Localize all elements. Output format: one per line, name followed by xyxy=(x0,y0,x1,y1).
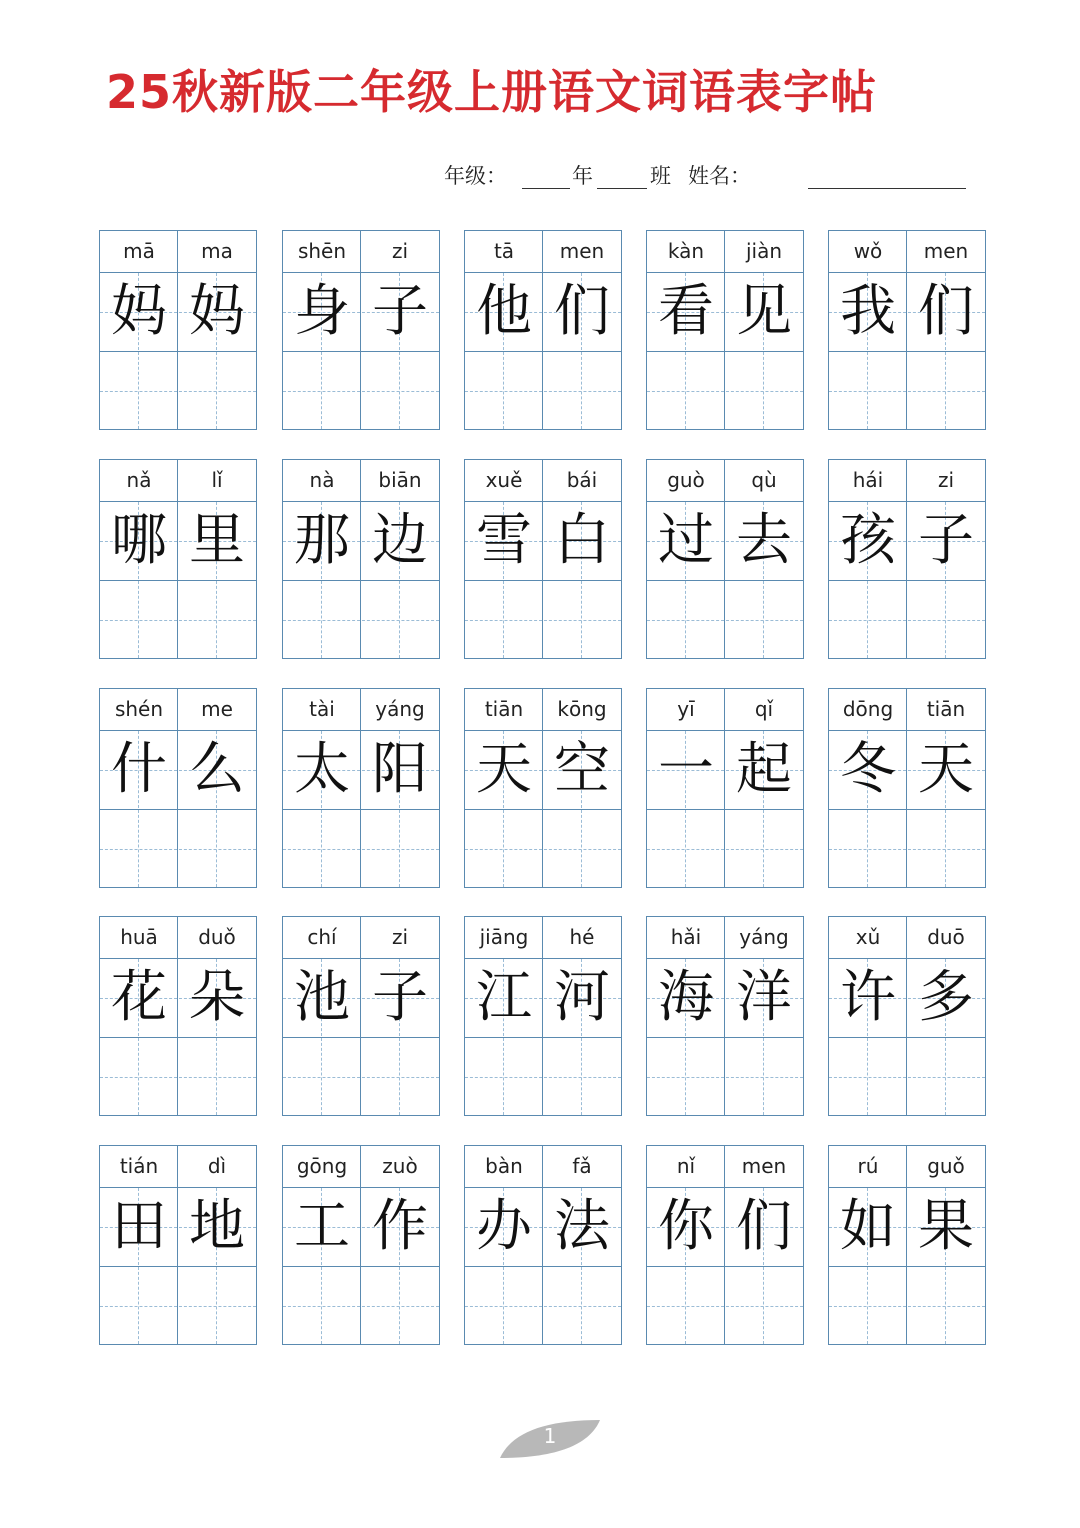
word-card xyxy=(828,459,986,659)
hanzi-character: 见 xyxy=(736,279,792,344)
pinyin-label: lǐ xyxy=(211,468,223,492)
practice-cell[interactable] xyxy=(283,1267,360,1344)
word-card xyxy=(646,230,804,430)
practice-cell[interactable] xyxy=(543,810,620,887)
practice-cell[interactable] xyxy=(361,1038,438,1115)
pinyin-label: duǒ xyxy=(198,925,236,949)
pinyin-label: jiāng xyxy=(479,925,529,949)
practice-cell[interactable] xyxy=(647,352,724,429)
word-card xyxy=(282,916,440,1116)
hanzi-character: 里 xyxy=(189,508,245,573)
practice-cell[interactable] xyxy=(465,810,542,887)
practice-cell[interactable] xyxy=(829,810,906,887)
practice-cell[interactable] xyxy=(178,1038,255,1115)
word-card xyxy=(282,688,440,888)
hanzi-character: 起 xyxy=(736,737,792,802)
word-card xyxy=(99,230,257,430)
hanzi-character: 边 xyxy=(372,508,428,573)
hanzi-character: 多 xyxy=(918,965,974,1030)
practice-cell[interactable] xyxy=(725,581,802,658)
practice-cell[interactable] xyxy=(465,1038,542,1115)
practice-cell[interactable] xyxy=(725,810,802,887)
practice-cell[interactable] xyxy=(829,1038,906,1115)
pinyin-label: duō xyxy=(927,925,965,949)
pinyin-label: fǎ xyxy=(572,1154,592,1178)
pinyin-label: dōng xyxy=(842,697,894,721)
hanzi-character: 如 xyxy=(840,1194,896,1259)
practice-cell[interactable] xyxy=(543,352,620,429)
pinyin-label: nǎ xyxy=(126,468,152,492)
word-card xyxy=(828,230,986,430)
practice-cell[interactable] xyxy=(907,1038,984,1115)
hanzi-character: 花 xyxy=(111,965,167,1030)
word-card xyxy=(828,916,986,1116)
pinyin-label: hái xyxy=(852,468,884,492)
word-card xyxy=(282,230,440,430)
practice-cell[interactable] xyxy=(178,352,255,429)
pinyin-label: kàn xyxy=(667,239,705,263)
practice-cell[interactable] xyxy=(725,1038,802,1115)
pinyin-label: men xyxy=(923,239,969,263)
hanzi-character: 身 xyxy=(294,279,350,344)
practice-cell[interactable] xyxy=(647,1038,724,1115)
pinyin-label: tiān xyxy=(484,697,524,721)
hanzi-character: 过 xyxy=(658,508,714,573)
hanzi-character: 一 xyxy=(658,737,714,802)
hanzi-character: 许 xyxy=(840,965,896,1030)
pinyin-label: kōng xyxy=(557,697,607,721)
practice-cell[interactable] xyxy=(178,581,255,658)
word-card xyxy=(646,916,804,1116)
hanzi-character: 江 xyxy=(476,965,532,1030)
hanzi-character: 们 xyxy=(918,279,974,344)
practice-cell[interactable] xyxy=(100,1267,177,1344)
hanzi-character: 办 xyxy=(476,1194,532,1259)
hanzi-character: 朵 xyxy=(189,965,245,1030)
pinyin-label: jiàn xyxy=(745,239,783,263)
practice-cell[interactable] xyxy=(465,352,542,429)
hanzi-character: 孩 xyxy=(840,508,896,573)
hanzi-character: 什 xyxy=(111,737,167,802)
pinyin-label: tiān xyxy=(926,697,966,721)
practice-cell[interactable] xyxy=(100,1038,177,1115)
hanzi-character: 他 xyxy=(476,279,532,344)
hanzi-character: 么 xyxy=(189,737,245,802)
pinyin-label: shén xyxy=(114,697,164,721)
pinyin-label: dì xyxy=(207,1154,227,1178)
practice-cell[interactable] xyxy=(283,1038,360,1115)
pinyin-label: huā xyxy=(120,925,158,949)
word-card xyxy=(99,1145,257,1345)
practice-cell[interactable] xyxy=(647,1267,724,1344)
hanzi-character: 河 xyxy=(554,965,610,1030)
practice-cell[interactable] xyxy=(100,581,177,658)
pinyin-label: ma xyxy=(201,239,233,263)
practice-cell[interactable] xyxy=(907,352,984,429)
practice-cell[interactable] xyxy=(543,1038,620,1115)
word-card xyxy=(99,459,257,659)
pinyin-label: xuě xyxy=(485,468,523,492)
pinyin-label: wǒ xyxy=(853,239,883,263)
practice-cell[interactable] xyxy=(725,352,802,429)
word-card xyxy=(464,916,622,1116)
practice-cell[interactable] xyxy=(907,810,984,887)
hanzi-character: 法 xyxy=(554,1194,610,1259)
practice-cell[interactable] xyxy=(283,581,360,658)
hanzi-character: 白 xyxy=(554,508,610,573)
practice-cell[interactable] xyxy=(361,810,438,887)
page-title: 25秋新版二年级上册语文词语表字帖 xyxy=(106,65,878,119)
hanzi-character: 天 xyxy=(918,737,974,802)
name-blank[interactable] xyxy=(808,188,966,189)
pinyin-label: zi xyxy=(937,468,955,492)
word-card xyxy=(464,459,622,659)
hanzi-character: 们 xyxy=(736,1194,792,1259)
pinyin-label: zi xyxy=(391,239,409,263)
practice-cell[interactable] xyxy=(178,810,255,887)
pinyin-label: guǒ xyxy=(927,1154,965,1178)
practice-cell[interactable] xyxy=(361,1267,438,1344)
pinyin-label: rú xyxy=(857,1154,879,1178)
hanzi-character: 那 xyxy=(294,508,350,573)
hanzi-character: 田 xyxy=(111,1194,167,1259)
hanzi-character: 们 xyxy=(554,279,610,344)
grade-blank[interactable] xyxy=(522,188,570,189)
practice-cell[interactable] xyxy=(543,581,620,658)
pinyin-label: yī xyxy=(677,697,695,721)
practice-cell[interactable] xyxy=(647,581,724,658)
name-label: 姓名： xyxy=(688,164,751,188)
pinyin-label: tài xyxy=(309,697,335,721)
hanzi-character: 海 xyxy=(658,965,714,1030)
pinyin-label: men xyxy=(741,1154,787,1178)
hanzi-character: 雪 xyxy=(476,508,532,573)
pinyin-label: qù xyxy=(751,468,777,492)
practice-cell[interactable] xyxy=(829,581,906,658)
pinyin-label: hǎi xyxy=(670,925,702,949)
hanzi-character: 地 xyxy=(189,1194,245,1259)
word-card xyxy=(828,688,986,888)
pinyin-label: chí xyxy=(307,925,337,949)
word-card xyxy=(646,688,804,888)
practice-cell[interactable] xyxy=(465,581,542,658)
word-card xyxy=(464,230,622,430)
practice-cell[interactable] xyxy=(361,581,438,658)
pinyin-label: mā xyxy=(123,239,155,263)
pinyin-label: zuò xyxy=(382,1154,418,1178)
pinyin-label: xǔ xyxy=(855,925,881,949)
page-number-badge xyxy=(498,1416,602,1462)
pinyin-label: yáng xyxy=(375,697,425,721)
hanzi-character: 我 xyxy=(840,279,896,344)
pinyin-label: qǐ xyxy=(754,697,774,721)
practice-cell[interactable] xyxy=(465,1267,542,1344)
word-card xyxy=(99,688,257,888)
hanzi-character: 天 xyxy=(476,737,532,802)
hanzi-character: 你 xyxy=(658,1194,714,1259)
practice-cell[interactable] xyxy=(543,1267,620,1344)
hanzi-character: 子 xyxy=(372,965,428,1030)
practice-cell[interactable] xyxy=(283,352,360,429)
hanzi-character: 子 xyxy=(372,279,428,344)
word-card xyxy=(282,1145,440,1345)
practice-cell[interactable] xyxy=(100,810,177,887)
practice-cell[interactable] xyxy=(100,352,177,429)
pinyin-label: bái xyxy=(566,468,598,492)
practice-cell[interactable] xyxy=(361,352,438,429)
pinyin-label: me xyxy=(201,697,233,721)
pinyin-label: yáng xyxy=(739,925,789,949)
practice-cell[interactable] xyxy=(283,810,360,887)
grade-label: 年级： xyxy=(444,164,507,188)
word-card xyxy=(828,1145,986,1345)
practice-cell[interactable] xyxy=(178,1267,255,1344)
pinyin-label: gōng xyxy=(296,1154,348,1178)
word-card xyxy=(464,1145,622,1345)
practice-cell[interactable] xyxy=(647,810,724,887)
hanzi-character: 工 xyxy=(294,1194,350,1259)
hanzi-character: 妈 xyxy=(189,279,245,344)
pinyin-label: nǐ xyxy=(676,1154,696,1178)
pinyin-label: guò xyxy=(667,468,705,492)
pinyin-label: biān xyxy=(378,468,422,492)
practice-cell[interactable] xyxy=(907,581,984,658)
year-label: 年 xyxy=(572,164,593,188)
hanzi-character: 空 xyxy=(554,737,610,802)
word-card xyxy=(99,916,257,1116)
pinyin-label: men xyxy=(559,239,605,263)
pinyin-label: tā xyxy=(493,239,515,263)
practice-cell[interactable] xyxy=(907,1267,984,1344)
class-label: 班 xyxy=(650,164,671,188)
pinyin-label: shēn xyxy=(297,239,347,263)
hanzi-character: 作 xyxy=(372,1194,428,1259)
pinyin-label: hé xyxy=(569,925,595,949)
hanzi-character: 妈 xyxy=(111,279,167,344)
word-card xyxy=(646,459,804,659)
word-card xyxy=(646,1145,804,1345)
hanzi-character: 哪 xyxy=(111,508,167,573)
pinyin-label: tián xyxy=(119,1154,159,1178)
hanzi-character: 果 xyxy=(918,1194,974,1259)
practice-cell[interactable] xyxy=(829,352,906,429)
class-blank[interactable] xyxy=(597,188,647,189)
pinyin-label: nà xyxy=(309,468,335,492)
hanzi-character: 去 xyxy=(736,508,792,573)
practice-cell[interactable] xyxy=(725,1267,802,1344)
hanzi-character: 太 xyxy=(294,737,350,802)
practice-cell[interactable] xyxy=(829,1267,906,1344)
hanzi-character: 池 xyxy=(294,965,350,1030)
word-card xyxy=(282,459,440,659)
page-number: 1 xyxy=(543,1424,557,1448)
hanzi-character: 冬 xyxy=(840,737,896,802)
hanzi-character: 阳 xyxy=(372,737,428,802)
pinyin-label: bàn xyxy=(485,1154,523,1178)
hanzi-character: 洋 xyxy=(736,965,792,1030)
hanzi-character: 子 xyxy=(918,508,974,573)
hanzi-character: 看 xyxy=(658,279,714,344)
pinyin-label: zi xyxy=(391,925,409,949)
word-card xyxy=(464,688,622,888)
